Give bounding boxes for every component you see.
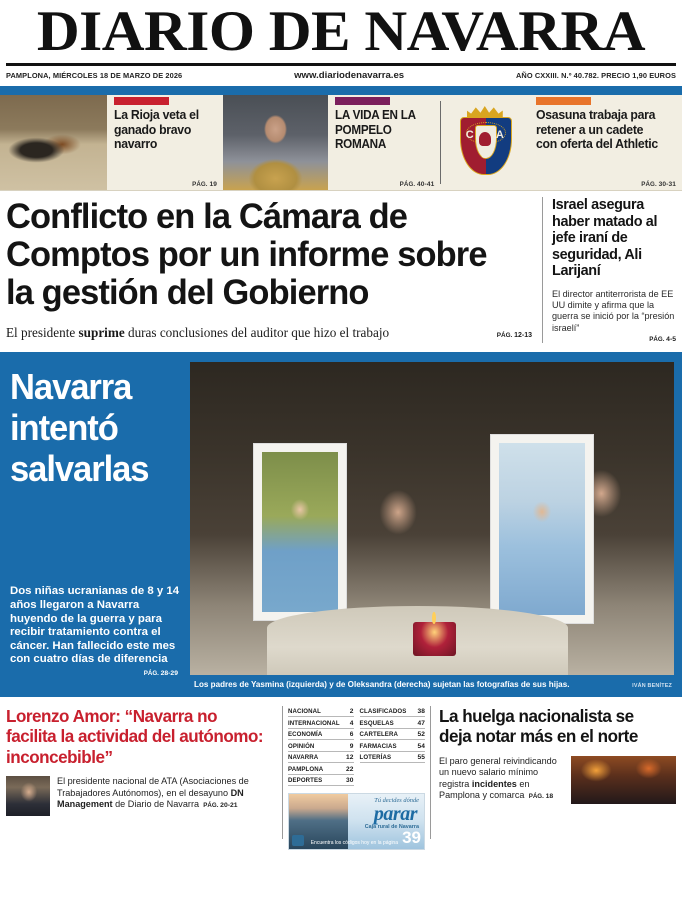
teaser-headline-pompelo: LA VIDA EN LA POMPELO ROMANA xyxy=(335,108,416,152)
bottom-right-thumbnail xyxy=(571,756,676,804)
bottom-left-headline: Lorenzo Amor: “Navarra no facilita la actividad del autónomo: inconcebible” xyxy=(6,706,264,767)
edition-info: AÑO CXXIII. N.º 40.782. PRECIO 1,90 EUROS xyxy=(515,71,676,80)
index-row[interactable]: PAMPLONA 22 xyxy=(288,763,354,774)
index-column-right xyxy=(360,706,426,786)
feature-body-text: Dos niñas ucranianas de 8 y 14 años llegaron a Navarra huyendo de la guerra y para recibir tratamiento contra el cáncer. Han fallecido este mes con cuatro días de diferencia PÁG. 28-29 xyxy=(10,585,180,689)
crest-letter-a: A xyxy=(495,129,504,141)
lead-main-story[interactable] xyxy=(6,197,542,343)
candle-icon xyxy=(413,622,457,656)
website-url[interactable]: www.diariodenavarra.es xyxy=(294,70,405,81)
teaser-headline-bulls: La Rioja veta el ganado bravo navarro xyxy=(114,107,199,152)
teaser-bulls[interactable] xyxy=(0,95,107,190)
lead-subheadline xyxy=(6,325,532,343)
top-blue-bar xyxy=(0,86,682,95)
teaser-image-woman xyxy=(223,95,328,190)
index-row[interactable]: LOTERÍAS 55 xyxy=(360,752,426,763)
bottom-left-thumbnail xyxy=(6,776,50,816)
teaser-headline-osasuna: Osasuna trabaja para retener a un cadete con oferta del Athletic xyxy=(535,107,658,152)
feature-photo xyxy=(190,362,674,675)
kicker-bar-red xyxy=(114,97,169,105)
feature-section[interactable] xyxy=(0,352,682,697)
place-date: PAMPLONA, MIÉRCOLES 18 DE MARZO DE 2026 xyxy=(6,71,183,80)
br-body-1: El paro general reivindicando un nuevo salario mínimo registra xyxy=(439,755,557,789)
side-subtext: El director antiterrorista de EE UU dimite y afirma que la guerra se inició por la “presión israelí” xyxy=(552,288,675,333)
side-page-ref: PÁG. 4-5 xyxy=(649,335,676,343)
lead-side-story[interactable] xyxy=(542,197,676,343)
feature-photo-credit: IVÁN BENÍTEZ xyxy=(632,683,672,689)
br-body-2: en Pamplona y comarca xyxy=(439,778,530,801)
masthead-meta xyxy=(6,66,676,86)
section-index xyxy=(282,706,431,848)
index-row[interactable]: CARTELERA 52 xyxy=(360,729,426,740)
bottom-left-story[interactable] xyxy=(6,706,282,839)
ad-logo-badge xyxy=(292,835,304,846)
ad-line-2: parar xyxy=(373,803,417,826)
feature-caption-row xyxy=(190,675,674,689)
teaser-pompelo[interactable] xyxy=(328,95,440,190)
ad-line-3: Caja rural de Navarra xyxy=(364,824,419,831)
ad-line-1: Tú decides dónde xyxy=(374,797,419,805)
bl-body-bold: DN Management xyxy=(57,787,244,810)
teaser-image-bulls xyxy=(0,95,107,190)
newspaper-title: DIARIO DE NAVARRA xyxy=(36,0,646,63)
ad-page-number: 39 xyxy=(402,828,421,848)
ad-line-4: Encuentra los códigos hoy en la página xyxy=(310,840,398,847)
br-body-bold: incidentes xyxy=(471,778,517,789)
crest-letter-o: O xyxy=(480,149,490,161)
teaser-page-osasuna: PÁG. 30-31 xyxy=(641,181,676,188)
teaser-page-pompelo: PÁG. 40-41 xyxy=(399,181,435,188)
lead-sub-bold: suprime xyxy=(78,325,125,340)
index-row[interactable]: NACIONAL 2 xyxy=(288,706,354,717)
bottom-right-headline: La huelga nacionalista se deja notar más en el norte xyxy=(439,706,638,747)
crest-letter-c: C xyxy=(465,129,474,141)
index-row[interactable]: FARMACIAS 54 xyxy=(360,740,426,751)
bottom-right-page-ref: PÁG. 18 xyxy=(528,793,554,801)
bottom-left-page-ref: PÁG. 20-21 xyxy=(203,802,238,810)
feature-page-ref: PÁG. 28-29 xyxy=(143,670,178,678)
index-row[interactable]: INTERNACIONAL 4 xyxy=(288,717,354,728)
teaser-pompelo-image[interactable] xyxy=(223,95,328,190)
masthead xyxy=(0,0,682,86)
lead-sub-after: duras conclusiones del auditor que hizo el trabajo xyxy=(124,325,390,340)
feature-text-column xyxy=(0,352,190,697)
index-row[interactable]: NAVARRA 12 xyxy=(288,752,354,763)
teaser-bulls-text[interactable] xyxy=(107,95,223,190)
kicker-bar-purple xyxy=(335,97,390,105)
feature-photo-column xyxy=(190,352,682,697)
portrait-frame-right xyxy=(490,434,594,624)
index-row[interactable]: ECONOMÍA 6 xyxy=(288,729,354,740)
feature-caption-text: Los padres de Yasmina (izquierda) y de Oleksandra (derecha) sujetan las fotografías de sus hijas. xyxy=(194,680,570,689)
portrait-frame-left xyxy=(253,443,347,620)
index-row[interactable]: OPINIÓN 9 xyxy=(288,740,354,751)
bottom-right-body xyxy=(439,756,571,804)
bl-body-2: de Diario de Navarra xyxy=(112,799,200,810)
teaser-strip xyxy=(0,95,682,191)
advertisement-banner[interactable] xyxy=(288,793,425,850)
lion-icon xyxy=(479,132,491,146)
bottom-right-story[interactable] xyxy=(431,706,676,839)
bl-body-1: El presidente nacional de ATA (Asociaciones de Trabajadores Autónomos), en el desayuno xyxy=(57,776,249,798)
teaser-page-bulls: PÁG. 19 xyxy=(192,181,217,188)
index-row[interactable]: ESQUELAS 47 xyxy=(360,717,426,728)
teaser-osasuna-crest[interactable] xyxy=(441,95,529,190)
lead-section xyxy=(0,191,682,343)
feature-headline: Navarra intentó salvarlas xyxy=(10,366,149,489)
kicker-bar-orange xyxy=(536,97,591,105)
teaser-osasuna[interactable] xyxy=(529,95,682,190)
lead-page-ref: PÁG. 12-13 xyxy=(496,332,532,339)
osasuna-crest-icon xyxy=(441,95,529,190)
bottom-left-body xyxy=(50,776,274,816)
bottom-section xyxy=(0,697,682,848)
lead-headline: Conflicto en la Cámara de Comptos por un informe sobre la gestión del Gobierno xyxy=(6,196,487,312)
index-row[interactable]: DEPORTES 30 xyxy=(288,775,354,786)
lead-sub-before: El presidente xyxy=(6,325,79,340)
index-row[interactable]: CLASIFICADOS 38 xyxy=(360,706,426,717)
side-headline: Israel asegura haber matado al jefe iraní de seguridad, Ali Larijaní xyxy=(552,197,658,280)
index-column-left xyxy=(288,706,354,786)
